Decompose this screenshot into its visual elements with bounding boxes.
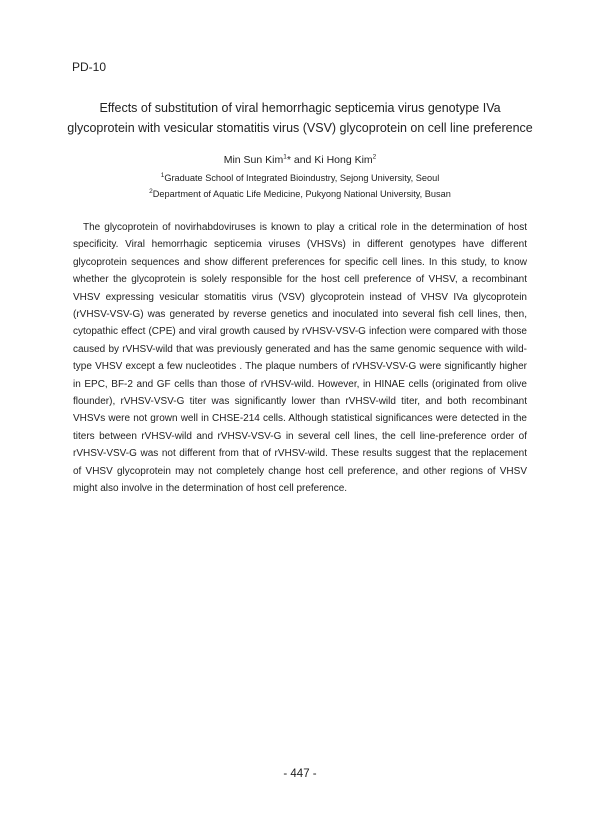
title-line-2: glycoprotein with vesicular stomatitis virus (VSV) glycoprotein on cell line preference xyxy=(67,121,533,135)
affiliation-1-sup: 1 xyxy=(160,171,165,179)
affiliation-1 xyxy=(40,172,560,184)
affiliation-2-text: Department of Aquatic Life Medicine, Pukyong National University, Busan xyxy=(152,189,451,199)
author-list xyxy=(40,153,560,167)
author-2-affil-sup: 2 xyxy=(372,153,377,161)
author-joiner: and xyxy=(290,154,315,166)
presentation-code: PD-10 xyxy=(72,60,107,74)
affiliation-2 xyxy=(40,188,560,200)
title-line-1: Effects of substitution of viral hemorrhagic septicemia virus genotype IVa xyxy=(99,101,501,115)
author-1-name: Min Sun Kim xyxy=(223,154,284,166)
abstract-body: The glycoprotein of novirhabdoviruses is known to play a critical role in the determination of host specificity. Viral hemorrhagic septicemia viruses (VHSVs) in different genotypes have different glycoprotein sequences and show different preferences for specific cell lines. In this study, to know whether the glycoprotein is solely responsible for the host cell preference of VHSV, a recombinant VHSV expressing vesicular stomatitis virus (VSV) glycoprotein instead of VHSV IVa glycoprotein (rVHSV-VSV-G) was generated by reverse genetics and inoculated into several fish cell lines, then, cytopathic effect (CPE) and viral growth caused by rVHSV-VSV-G infection were compared with those caused by rVHSV-wild that was previously generated and has the same genomic sequence with wild-type VHSV except a few nucleotides . The plaque numbers of rVHSV-VSV-G were significantly higher in EPC, BF-2 and GF cells than those of rVHSV-wild. However, in HINAE cells (originated from olive flounder), rVHSV-VSV-G titer was significantly lower than rVHSV-wild titer, and both recombinant VHSVs were not grown well in CHSE-214 cells. Although statistical significances were detected in the titers between rVHSV-wild and rVHSV-VSV-G in several cell lines, the cell line-preference order of rVHSV-VSV-G was not different from that of rVHSV-wild. These results suggest that the replacement of VHSV glycoprotein may not completely change host cell preference, and other regions of VHSV might also involve in the determination of host cell preference. xyxy=(73,222,527,495)
author-1-affil-sup: 1 xyxy=(283,153,287,161)
affiliation-1-text: Graduate School of Integrated Bioindustry, Sejong University, Seoul xyxy=(164,173,440,183)
affiliation-2-sup: 2 xyxy=(149,187,153,195)
paper-title xyxy=(40,98,560,138)
page-number: - 447 - xyxy=(283,768,317,780)
corresponding-author-mark: * xyxy=(286,154,291,166)
author-2-name: Ki Hong Kim xyxy=(314,154,373,166)
